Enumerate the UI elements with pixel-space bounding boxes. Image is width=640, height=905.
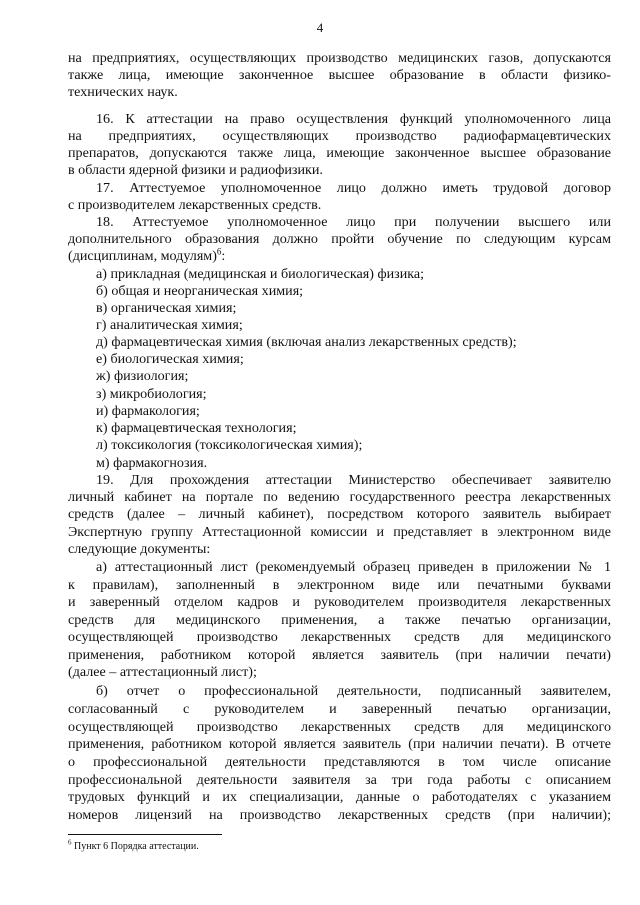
course-item: з) микробиология; [96, 386, 207, 402]
paragraph-19a-line: и заверенный отделом кадров и руководителем производителя лекарственных [68, 594, 611, 610]
footnote-number: 6 [68, 838, 72, 847]
paragraph-19a-line: средств для медицинского применения, а также печатью организации, [68, 612, 611, 628]
course-item: а) прикладная (медицинская и биологическая) физика; [96, 266, 425, 282]
paragraph-19-line: следующие документы: [68, 541, 211, 557]
paragraph-16-line: в области ядерной физики и радиофизики. [68, 162, 323, 178]
course-item: б) общая и неорганическая химия; [96, 283, 304, 299]
course-item: к) фармацевтическая технология; [96, 420, 297, 436]
course-item: ж) физиология; [96, 368, 189, 384]
paragraph-19b-line: профессиональной деятельности заявителя за три года работы с описанием [68, 772, 611, 788]
course-item: д) фармацевтическая химия (включая анализ лекарственных средств); [96, 334, 517, 350]
paragraph-18-line: дополнительного образования должно пройти обучение по следующим курсам [68, 231, 611, 247]
paragraph-19b-line: осуществляющей производство лекарственных средств для медицинского [68, 719, 611, 735]
footnote-ref: 6 [216, 248, 222, 257]
paragraph-18-line: 18. Аттестуемое уполномоченное лицо при получении высшего или [96, 214, 611, 230]
page-number: 4 [316, 20, 324, 35]
paragraph-19a-line: применения, работником которой является заявитель (при наличии печати) [68, 647, 611, 663]
footnote-text: Пункт 6 Порядка аттестации. [71, 841, 199, 852]
footnote-rule [68, 834, 222, 835]
paragraph-19a-line: (далее – аттестационный лист); [68, 664, 257, 680]
paragraph-19b-line: б) отчет о профессиональной деятельности, подписанный заявителем, [96, 683, 611, 699]
paragraph-19a-line: осуществляющей производство лекарственных средств для медицинского [68, 629, 611, 645]
paragraph-19a-line: а) аттестационный лист (рекомендуемый образец приведен в приложении № 1 [96, 559, 611, 575]
paragraph-19b-line: применения, работником которой является заявитель (при наличии печати). В отчете [68, 736, 611, 752]
paragraph-19a-line: к правилам), заполненный в электронном виде или печатными буквами [68, 577, 611, 593]
course-item: в) органическая химия; [96, 300, 237, 316]
paragraph-19b-line: согласованный с руководителем и заверенный печатью организации, [68, 701, 611, 717]
paragraph-18-text: (дисциплинам, модулям) [68, 248, 217, 264]
paragraph-19-line: Экспертную группу Аттестационной комиссии и представляет в электронном виде [68, 524, 611, 540]
paragraph-19b-line: трудовых функций и их специализации, данные о работодателях с указанием [68, 789, 611, 805]
paragraph-16-line: препаратов, допускаются также лица, имеющие законченное высшее образование [68, 145, 611, 161]
paragraph-18-end: : [221, 248, 226, 264]
footnote [68, 838, 199, 853]
paragraph-19b-line: номеров лицензий на производство лекарственных средств (при наличии); [68, 807, 611, 823]
course-item: л) токсикология (токсикологическая химия); [96, 437, 363, 453]
course-item: г) аналитическая химия; [96, 317, 243, 333]
paragraph-15-line: технических наук. [68, 84, 178, 100]
paragraph-19-line: средств (далее – личный кабинет), посредством которого заявитель выбирает [68, 506, 611, 522]
paragraph-18-line [68, 248, 611, 265]
paragraph-15-line: на предприятиях, осуществляющих производство медицинских газов, допускаются [68, 50, 611, 66]
course-item: и) фармакология; [96, 403, 200, 419]
paragraph-19-line: 19. Для прохождения аттестации Министерство обеспечивает заявителю [96, 472, 611, 488]
paragraph-19b-line: о профессиональной деятельности представляются в том числе описание [68, 754, 611, 770]
paragraph-19-line: личный кабинет на портале по ведению государственного реестра лекарственных [68, 489, 611, 505]
paragraph-16-line: 16. К аттестации на право осуществления функций уполномоченного лица [96, 111, 611, 127]
paragraph-15-line: также лица, имеющие законченное высшее образование в области физико- [68, 67, 611, 83]
paragraph-16-line: на предприятиях, осуществляющих производство радиофармацевтических [68, 128, 611, 144]
course-item: е) биологическая химия; [96, 351, 244, 367]
course-item: м) фармакогнозия. [96, 455, 208, 471]
paragraph-17-line: 17. Аттестуемое уполномоченное лицо должно иметь трудовой договор [96, 180, 611, 196]
paragraph-17-line: с производителем лекарственных средств. [68, 197, 322, 213]
